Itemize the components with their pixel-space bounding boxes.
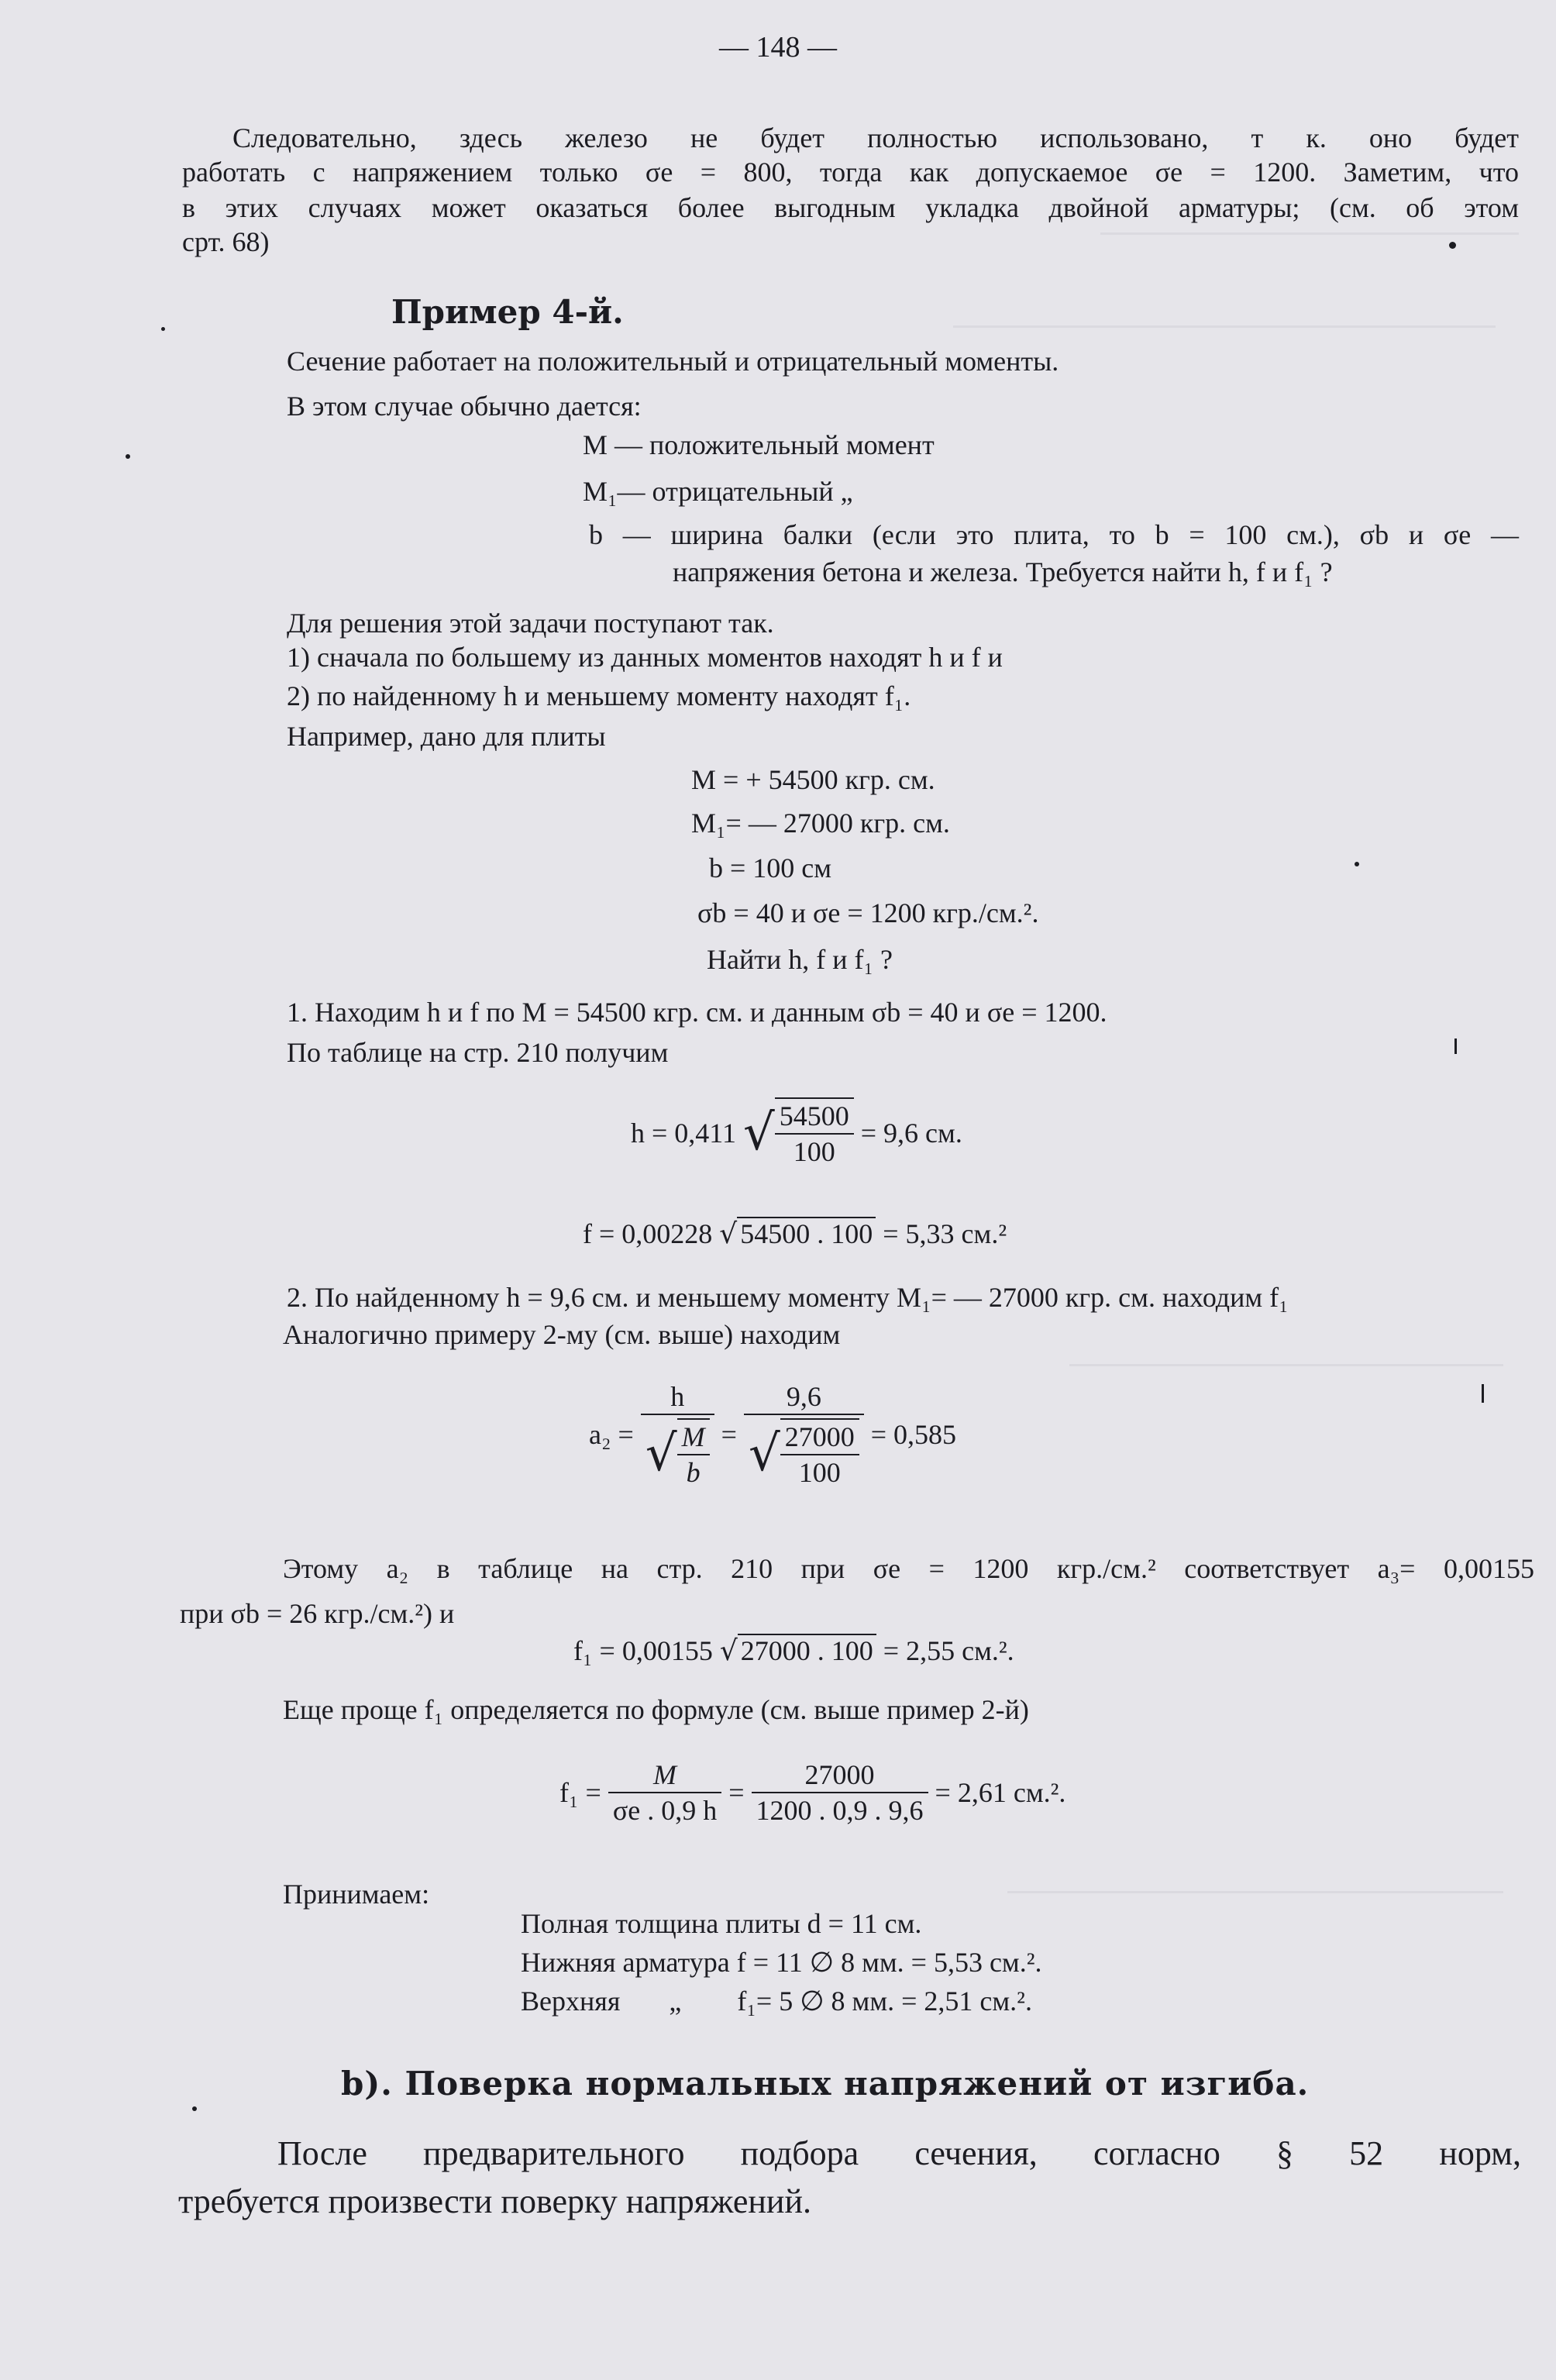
method-line-1: Для решения этой задачи поступают так. [287,608,774,639]
eq-f-lhs: f = 0,00228 [583,1218,713,1249]
example-heading: Пример 4-й. [391,293,624,331]
accept-2: Нижняя арматура f = 11 ∅ 8 мм. = 5,53 см.². [521,1947,1042,1978]
method-line-4: Например, дано для плиты [287,721,606,752]
radical-sign: √ [742,1104,775,1162]
equation-h [631,1097,962,1169]
eq-a2-d1-den: b [677,1454,710,1490]
radical-sign: √ [645,1425,677,1483]
p1-line-1: Сечение работает на положительный и отрицательный моменты. [287,346,1059,377]
bleed-through-mark [1069,1364,1503,1366]
step1-line-2: По таблице на стр. 210 получим [287,1037,669,1068]
eq-f1b-n1: M [653,1759,677,1790]
table-ref-line-2: при σb = 26 кгр./см.²) и [180,1598,455,1629]
eq-f1a-lhs: f₁ = 0,00155 [573,1635,713,1666]
method-line-3: 2) по найденному h и меньшему моменту находят f₁. [287,680,911,711]
eq-f1a-radicand: 27000 . 100 [738,1634,876,1666]
accept-3: Верхняя „ f₁= 5 ∅ 8 мм. = 2,51 см.². [521,1986,1032,2017]
radical-sign: √ [748,1425,780,1483]
eq-a2-d1-num: M [681,1421,705,1452]
bleed-through-mark [953,325,1496,328]
page-number: — 148 — [719,31,837,64]
eq-f1b-fraction-2 [752,1758,928,1827]
stray-dot [1449,242,1456,249]
bleed-through-mark [1100,232,1519,235]
eq-f1b-n2: 27000 [804,1759,875,1790]
eq-f1b-rhs: = 2,61 см.². [935,1777,1066,1808]
given-3: b — ширина балки (если это плита, то b = 100 см.), σb и σe — [589,519,1519,550]
eq-f-radicand: 54500 . 100 [737,1217,876,1249]
stray-dot [192,2106,197,2111]
accept-label: Принимаем: [283,1879,430,1910]
eq-h-den: 100 [775,1133,854,1169]
data-3: b = 100 см [709,852,832,883]
eq-a2-d2-num: 27000 [784,1421,855,1452]
data-4: σb = 40 и σe = 1200 кгр./см.². [697,897,1039,928]
intro-line-1: Следовательно, здесь железо не будет полностью использовано, т к. оно будет [232,122,1519,153]
equation-a2: a₂ = h √ $\frac{M}{b}$ = 9,6 √ $\frac{27000}{100}$ = 0,585 [589,1381,957,1488]
given-2: M₁— отрицательный „ [583,476,853,507]
intro-line-3: в этих случаях может оказаться более выгодным укладка двойной арматуры; (см. об этом [182,192,1519,223]
eq-h-rhs: = 9,6 см. [860,1118,962,1149]
accept-1: Полная толщина плиты d = 11 см. [521,1908,922,1939]
eq-f1b-d2: 1200 . 0,9 . 9,6 [752,1792,928,1827]
eq-a2-n2: 9,6 [786,1381,821,1412]
eq-f1b-d1: σe . 0,9 h [608,1792,721,1827]
closing-line-2: требуется произвести поверку напряжений. [178,2182,812,2220]
eq-a2-rhs: = 0,585 [870,1419,957,1450]
eq-a2-d2-den: 100 [780,1454,859,1490]
radical-sign: √ [719,1218,738,1250]
equation-f1-table [573,1634,1014,1669]
p1-line-2: В этом случае обычно дается: [287,391,642,422]
eq-f1b-lhs: f₁ = [559,1777,601,1808]
given-1: M — положительный момент [583,429,935,460]
closing-line-1: После предварительного подбора сечения, согласно § 52 норм, [277,2134,1521,2172]
data-5: Найти h, f и f₁ ? [707,944,893,975]
intro-line-4: срт. 68) [182,226,270,257]
stray-dot [161,327,165,331]
table-ref-line-1: Этому a₂ в таблице на стр. 210 при σe = 1200 кгр./см.² соответствует a₃= 0,00155 [283,1553,1534,1584]
eq-f1b-fraction-1 [608,1758,721,1827]
given-4: напряжения бетона и железа. Требуется найти h, f и f₁ ? [673,556,1333,587]
eq-f1a-rhs: = 2,55 см.². [883,1635,1014,1666]
stray-dot [1355,862,1359,866]
step2-line-1: 2. По найденному h = 9,6 см. и меньшему моменту M₁= — 27000 кгр. см. находим f₁ [287,1282,1289,1313]
eq-f-rhs: = 5,33 см.² [883,1218,1007,1249]
stray-mark [1454,1038,1457,1054]
bleed-through-mark [1007,1891,1503,1893]
data-1: M = + 54500 кгр. см. [691,764,935,795]
equation-f1-formula: f₁ = $\frac{M}{\sigma e . 0,9 h}$ = $\frac{27000}{1200 . 0,9 . 9,6}$ = 2,61 см.². [559,1759,1066,1826]
eq-a2-fraction-2 [744,1379,864,1490]
eq-h-lhs: h = 0,411 [631,1118,736,1149]
equation-f [583,1217,1007,1252]
step1-line-1: 1. Находим h и f по M = 54500 кгр. см. и данным σb = 40 и σe = 1200. [287,997,1107,1028]
step2-line-2: Аналогично примеру 2-му (см. выше) находим [283,1319,841,1350]
simpler-line: Еще проще f₁ определяется по формуле (см. выше пример 2-й) [283,1694,1029,1725]
stray-mark [1482,1384,1484,1403]
data-2: M₁= — 27000 кгр. см. [691,808,950,839]
eq-a2-n1: h [670,1381,685,1412]
stray-dot [126,454,130,459]
method-line-2: 1) сначала по большему из данных моментов находят h и f и [287,642,1003,673]
eq-a2-lhs: a₂ = [589,1419,634,1450]
eq-h-num: 54500 [779,1100,849,1131]
eq-h-fraction [775,1097,854,1169]
eq-a2-fraction-1 [641,1379,714,1490]
radical-sign: √ [719,1635,738,1667]
intro-line-2: работать с напряжением только σe = 800, тогда как допускаемое σe = 1200. Заметим, что [182,157,1519,188]
section-heading: b). Поверка нормальных напряжений от изгиба. [341,2065,1310,2103]
